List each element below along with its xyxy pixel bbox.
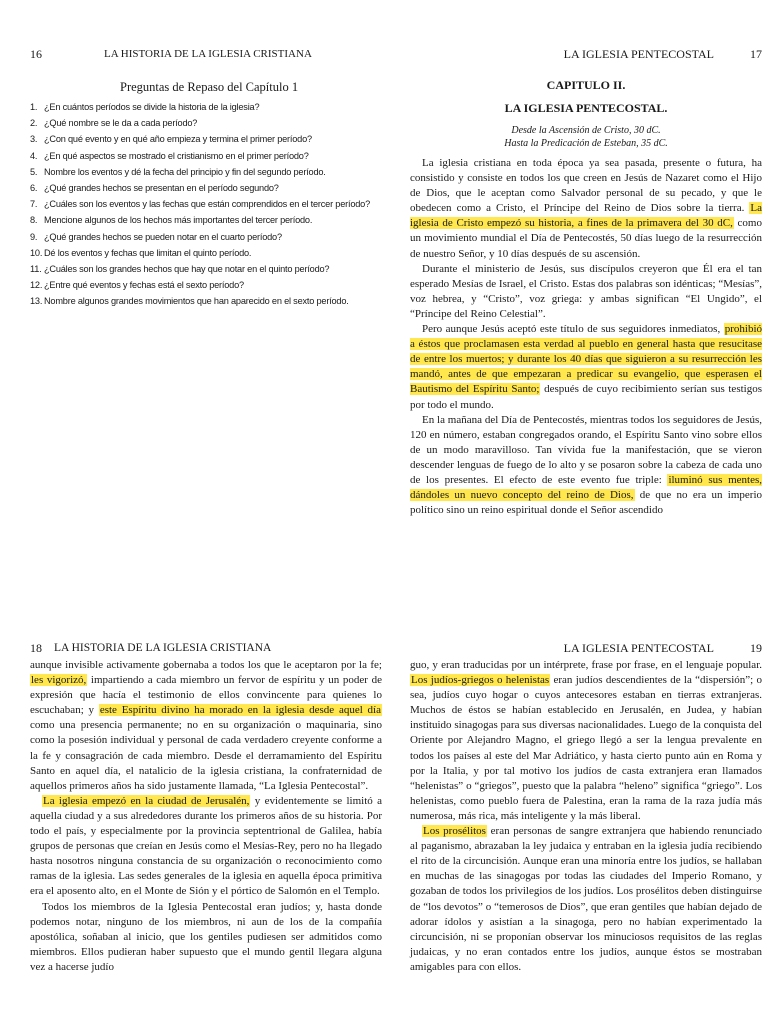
page-header [30, 46, 382, 62]
text-run: como una presencia permanente; no en su organización o maquinaria, sino como la posesión individual y personal de cada verdadero creyente conforme a la fe y consagración de cada miembro. Desde el derramamiento del Espíritu Santo en aquel día, el natalicio de la iglesia cristiana, la confraternidad de aquellos primeros años ha sido justamente llamada, “La Iglesia Pentecostal”. [30, 719, 382, 792]
question-item [30, 101, 382, 113]
question-number: 13. [30, 296, 43, 307]
body-text [410, 156, 762, 518]
question-item [30, 133, 382, 145]
page-16 [30, 46, 382, 544]
question-text: Dé los eventos y fechas que limitan el quinto período. [44, 247, 252, 258]
page-header [410, 46, 762, 62]
question-number: 9. [30, 231, 38, 242]
text-run: después de cuyo recibimiento serían sus testigos por todo el mundo. [410, 383, 762, 411]
body-text [410, 658, 762, 975]
question-number: 10. [30, 247, 43, 258]
text-run: En la mañana del Día de Pentecostés, mientras todos los seguidores de Jesús, 120 en número, estaban congregados orando, el Espíritu Santo vino sobre ellos de un modo maravilloso. Tan vívida fue la manifestación, que se vieron descender lenguas de fuego de lo alto y se posaron sobre la cabeza de cada uno de los presentes. El efecto de este evento fue triple: [410, 413, 762, 486]
paragraph [410, 824, 762, 975]
text-run: eran judíos descendientes de la “dispersión”; o sea, judíos cuyo hogar o cuyos antecesores estaban en tierras extranjeras. Muchos de éstos se habían establecido en Jerusalén, en Judea, y habían instituido sinagogas para sus diversas nacionalidades. Luego de la conquista del Oriente por Alejandro Magno, el griego llegó a ser la lengua prevalente en todos los países al este del Mar Adriático, y hasta cierto punto aún en Roma y por la Italia, y por tal motivo los judíos de casta extranjera eran llamados “helenistas” o “griegos”, puesto que la palabra “heleno” significa “griego”. Los helenistas, como pueblo fuera de Palestina, eran la rama de la raza judía más numerosa, más rica, más inteligente y la más liberal. [410, 674, 762, 822]
page-number: 19 [750, 640, 762, 655]
question-number: 12. [30, 280, 43, 291]
text-run: impartiendo a cada miembro un fervor de espíritu y un poder de expresión que hacía el testimonio de ellos convincente para quienes lo escuchaban; y [30, 674, 382, 717]
question-item [30, 198, 382, 210]
question-item [30, 263, 382, 275]
page-18 [30, 640, 382, 1024]
questions-title: Preguntas de Repaso del Capítulo 1 [120, 80, 299, 94]
running-title: LA IGLESIA PENTECOSTAL [563, 46, 714, 61]
review-questions-list [30, 101, 382, 308]
question-number: 6. [30, 183, 38, 194]
highlighted-text: La iglesia empezó en la ciudad de Jerusalén, [43, 794, 250, 807]
question-text: ¿Entre qué eventos y fechas está el sexto período? [44, 280, 244, 291]
question-text: ¿Qué nombre se le da a cada período? [44, 118, 198, 129]
text-run: Pero aunque Jesús aceptó este título de sus seguidores inmediatos, [422, 323, 724, 336]
text-run: Durante el ministerio de Jesús, sus discípulos creyeron que Él era el tan esperado Mesías de Israel, el Cristo. Estas dos palabras son idénticas; “Mesías”, voz hebrea, y “Cristo”, voz griega: y ambas significan “El Ungido”, el “Príncipe del Reino Celestial”. [410, 262, 762, 320]
question-number: 4. [30, 150, 38, 161]
question-item [30, 247, 382, 259]
question-text: ¿Qué grandes hechos se pueden notar en el cuarto período? [44, 231, 282, 242]
question-number: 5. [30, 166, 38, 177]
question-item [30, 182, 382, 194]
question-number: 7. [30, 199, 38, 210]
question-number: 11. [30, 264, 42, 275]
page-number: 18 [30, 640, 42, 655]
question-number: 1. [30, 102, 38, 112]
question-text: Nombre los eventos y dé la fecha del principio y fin del segundo período. [44, 166, 326, 177]
text-run: como un movimiento mundial el Día de Pentecostés, 50 días luego de la resurrección de nuestro Señor, y 10 días después de su ascensión. [410, 217, 762, 260]
running-title: LA HISTORIA DE LA IGLESIA CRISTIANA [104, 48, 312, 60]
paragraph [410, 156, 762, 262]
page-header [30, 640, 382, 656]
highlighted-text: este Espíritu divino ha morado en la iglesia desde aquel día [99, 704, 381, 717]
question-text: ¿Cuáles son los eventos y las fechas que están comprendidos en el tercer período? [44, 199, 370, 210]
question-text: ¿Con qué evento y en qué año empieza y termina el primer período? [44, 134, 312, 145]
question-text: Mencione algunos de los hechos más importantes del tercer período. [44, 215, 313, 226]
question-text: ¿En cuántos períodos se divide la historia de la iglesia? [44, 102, 260, 112]
page-19 [410, 640, 762, 1024]
question-item [30, 117, 382, 129]
question-item [30, 150, 382, 162]
page-header [410, 640, 762, 656]
highlighted-text: Los prosélitos [423, 825, 486, 838]
chapter-subtitle-2: Hasta la Predicación de Esteban, 35 dC. [504, 138, 668, 149]
question-text: ¿Qué grandes hechos se presentan en el período segundo? [44, 183, 279, 194]
page-17 [410, 46, 762, 544]
highlighted-text: La iglesia de Cristo empezó su historia, a fines de la primavera del 30 dC, [410, 202, 762, 230]
text-run: y evidentemente se limitó a aquella ciudad y a sus alrededores durante los primeros años de su historia. Por todo el país, y especialmente por la provincia septentrional de Galilea, había grupos de personas que creían en Jesús como el Mesías-Rey, pero no ha llegado hasta nosotros ninguna constancia de su organización o reconocimiento como ramas de la iglesia. Las sedes generales de la iglesia en aquella época primitiva era el aposento alto, en el Monte de Sión y el pórtico de Salomón en el Templo. [30, 794, 382, 898]
question-number: 3. [30, 134, 38, 145]
paragraph [30, 658, 382, 794]
highlighted-text: prohibió a éstos que proclamasen esta verdad al pueblo en general hasta que resucitase de entre los muertos; y durante los 40 días que siguieron a su resurrección les mandó, antes de que empezaran a predicar su evangelio, que esperasen el Bautismo del Espíritu Santo; [410, 323, 762, 396]
text-run: aunque invisible activamente gobernaba a todos los que le aceptaron por la fe; [30, 659, 382, 671]
question-item [30, 166, 382, 178]
question-text: ¿Cuáles son los grandes hechos que hay que notar en el quinto período? [44, 264, 330, 275]
paragraph [410, 322, 762, 413]
text-run: La iglesia cristiana en toda época ya sea pasada, presente o futura, ha consistido y consiste en todos los que creen en Jesús de Nazaret como el Hijo de Dios, que le aceptan como Salvador personal de su pecado, y que le obedecen como a Cristo, el Príncipe del Reino de Dios sobre la tierra. [410, 157, 762, 215]
paragraph [410, 658, 762, 824]
page-number: 17 [750, 46, 762, 61]
chapter-title: LA IGLESIA PENTECOSTAL. [504, 101, 668, 115]
highlighted-text: les vigorizó, [31, 674, 87, 687]
text-run: de que no era un imperio político sino un reino espiritual donde el Señor ascendido [410, 489, 762, 517]
highlighted-text: Los judíos-griegos o helenistas [411, 674, 550, 687]
paragraph [410, 262, 762, 322]
question-item [30, 279, 382, 291]
text-run: eran personas de sangre extranjera que habiendo renunciado al paganismo, abrazaban la ley judaica y entraban en la iglesia judía recibiendo el rito de la circuncisión. Aunque eran una minoría entre los judíos, se hallaban en muchas de las sinagogas por todas las ciudades del Imperio Romano, y gozaban de todos los privilegios de los judíos. Los prosélitos deben distinguirse de “los devotos” o “temerosos de Dios”, que eran gentiles que habían dejado de adorar ídolos y asistían a la sinagoga, pero no habían experimentado la circuncisión, ni se proponían observar los minuciosos requisitos de las reglas judaicas, y no eran contados entre los judíos, aunque éstos se mostraban amigables para con ellos. [410, 825, 762, 973]
question-number: 8. [30, 215, 38, 226]
question-text: ¿En qué aspectos se mostrado el cristianismo en el primer período? [44, 150, 309, 161]
text-run: guo, y eran traducidas por un intérprete, frase por frase, en el lenguaje popular. [410, 659, 762, 671]
body-text [30, 658, 382, 975]
question-item [30, 295, 382, 307]
highlighted-text: iluminó sus mentes, dándoles un nuevo concepto del reino de Dios, [410, 473, 762, 502]
paragraph [410, 413, 762, 519]
question-number: 2. [30, 118, 38, 129]
paragraph [30, 794, 382, 900]
question-item [30, 231, 382, 243]
question-item [30, 214, 382, 226]
running-title: LA IGLESIA PENTECOSTAL [563, 640, 714, 655]
chapter-number: CAPITULO II. [546, 78, 626, 92]
paragraph [30, 900, 382, 975]
text-run: Todos los miembros de la Iglesia Pentecostal eran judíos; y, hasta donde podemos notar, ninguno de los miembros, ni aun de los de la compañía apostólica, soñaban al inicio, que los gentiles pudiesen ser admitidos como miembros. Ellos pudieran haber supuesto que el mundo gentil llegara alguna vez a hacerse judío [30, 900, 382, 973]
page-number: 16 [30, 46, 42, 61]
question-text: Nombre algunos grandes movimientos que han aparecido en el sexto período. [44, 296, 349, 307]
chapter-subtitle-1: Desde la Ascensión de Cristo, 30 dC. [511, 125, 661, 136]
running-title: LA HISTORIA DE LA IGLESIA CRISTIANA [54, 642, 272, 654]
